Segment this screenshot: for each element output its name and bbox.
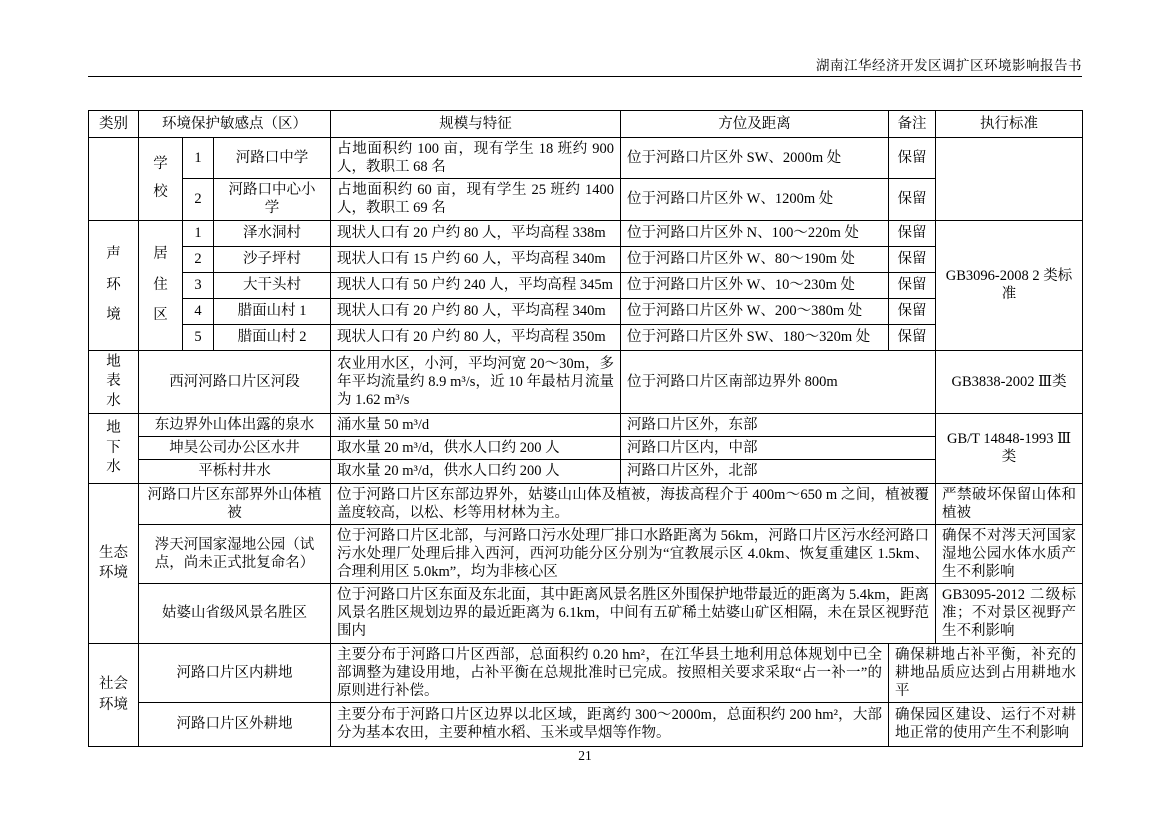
cell-name: 平栎村井水: [139, 460, 331, 483]
category-label-noise: 声环境: [106, 246, 121, 324]
cell-standard-surface-water: GB3838-2002 Ⅲ类: [936, 350, 1083, 414]
col-header-standard: 执行标准: [936, 111, 1083, 138]
category-label-ecology: 生态环境: [99, 544, 128, 582]
table-row: [89, 524, 1083, 583]
cell-location: 位于河路口片区外 W、1200m 处: [621, 179, 889, 220]
table-row: [89, 702, 1083, 746]
cell-name: 腊面山村 1: [214, 298, 331, 324]
cell-name: 大干头村: [214, 272, 331, 298]
table-row: [89, 220, 1083, 246]
col-header-scale: 规模与特征: [331, 111, 621, 138]
cell-scale: 占地面积约 60 亩，现有学生 25 班约 1400 人，教职工 69 名: [331, 179, 621, 220]
cell-name: 河路口片区东部界外山体植被: [139, 483, 331, 524]
cell-location: 位于河路口片区外 SW、180～320m 处: [621, 324, 889, 350]
cell-remark: 保留: [889, 298, 936, 324]
cell-location: 位于河路口片区外 W、200～380m 处: [621, 298, 889, 324]
group-label-residential: 居住区: [153, 246, 168, 324]
group-cell-residential: [139, 220, 183, 350]
cell-name: 河路口中心小学: [214, 179, 331, 220]
category-cell-groundwater: [89, 414, 139, 483]
cell-name: 腊面山村 2: [214, 324, 331, 350]
cell-requirement: 严禁破坏保留山体和植被: [936, 483, 1083, 524]
cell-location: 位于河路口片区外 SW、2000m 处: [621, 138, 889, 179]
cell-remark: 保留: [889, 138, 936, 179]
cell-name: 河路口中学: [214, 138, 331, 179]
cell-location: 河路口片区外，东部: [621, 414, 936, 437]
cell-description: 位于河路口片区东面及东北面，其中距离风景名胜区外围保护地带最近的距离为 5.4km，距离风景名胜区规划边界的最近距离为 6.1km，中间有五矿稀土姑婆山矿区相隔，未在景区视野范围内: [331, 584, 936, 643]
table-row: [89, 460, 1083, 483]
table-row: [89, 298, 1083, 324]
cell-location: 河路口片区内，中部: [621, 437, 936, 460]
col-header-sensitive-point: 环境保护敏感点（区）: [139, 111, 331, 138]
group-cell-school: [139, 138, 183, 221]
cell-description: 位于河路口片区北部，与河路口污水处理厂排口水路距离为 56km，河路口片区污水经河路口污水处理厂处理后排入西河，西河功能分区分别为“宜教展示区 4.0km、恢复重建区 1.5km、合理利用区 5.0km”，均为非核心区: [331, 524, 936, 583]
cell-requirement: 确保耕地占补平衡，补充的耕地品质应达到占用耕地水平: [889, 643, 1083, 702]
cell-no: 2: [183, 179, 214, 220]
table-row: [89, 324, 1083, 350]
cell-name: 涔天河国家湿地公园（试点，尚未正式批复命名）: [139, 524, 331, 583]
table-row: [89, 138, 1083, 179]
cell-scale: 占地面积约 100 亩，现有学生 18 班约 900 人，教职工 68 名: [331, 138, 621, 179]
cell-name: 东边界外山体出露的泉水: [139, 414, 331, 437]
table-row: [89, 414, 1083, 437]
document-header-title: 湖南江华经济开发区调扩区环境影响报告书: [816, 58, 1082, 73]
cell-scale: 涌水量 50 m³/d: [331, 414, 621, 437]
cell-location: 河路口片区外，北部: [621, 460, 936, 483]
table-row: [89, 272, 1083, 298]
cell-description: 主要分布于河路口片区边界以北区域，距离约 300～2000m，总面积约 200 hm²，大部分为基本农田，主要种植水稻、玉米或旱烟等作物。: [331, 702, 889, 746]
col-header-remark: 备注: [889, 111, 936, 138]
cell-location: 位于河路口片区外 W、80～190m 处: [621, 246, 889, 272]
cell-no: 1: [183, 220, 214, 246]
cell-scale: 现状人口有 50 户约 240 人，平均高程 345m: [331, 272, 621, 298]
cell-requirement: 确保不对涔天河国家湿地公园水体水质产生不利影响: [936, 524, 1083, 583]
cell-no: 1: [183, 138, 214, 179]
category-cell-ecology: [89, 483, 139, 643]
table-row: [89, 437, 1083, 460]
cell-name: 姑婆山省级风景名胜区: [139, 584, 331, 643]
table-row: [89, 246, 1083, 272]
category-cell-social: [89, 643, 139, 746]
page-number: 21: [578, 748, 592, 763]
cell-scale: 取水量 20 m³/d，供水人口约 200 人: [331, 460, 621, 483]
cell-description: 位于河路口片区东部边界外，姑婆山山体及植被，海拔高程介于 400m～650 m 之间，植被覆盖度较高，以松、杉等用材林为主。: [331, 483, 936, 524]
category-cell-noise: [89, 220, 139, 350]
sensitive-points-table: [88, 110, 1083, 747]
cell-location: 位于河路口片区外 N、100～220m 处: [621, 220, 889, 246]
cell-location: 位于河路口片区外 W、10～230m 处: [621, 272, 889, 298]
category-cell-surface-water: [89, 350, 139, 414]
cell-scale: 现状人口有 15 户约 60 人，平均高程 340m: [331, 246, 621, 272]
table-row: [89, 350, 1083, 414]
category-cell-school: [89, 138, 139, 221]
cell-scale: 现状人口有 20 户约 80 人，平均高程 340m: [331, 298, 621, 324]
cell-location: 位于河路口片区南部边界外 800m: [621, 350, 936, 414]
cell-remark: 保留: [889, 272, 936, 298]
cell-scale: 农业用水区，小河，平均河宽 20～30m，多年平均流量约 8.9 m³/s，近 10 年最枯月流量为 1.62 m³/s: [331, 350, 621, 414]
cell-name: 西河河路口片区河段: [139, 350, 331, 414]
category-label-groundwater: 地下水: [106, 420, 121, 476]
category-label-social: 社会环境: [99, 676, 128, 713]
cell-name: 泽水洞村: [214, 220, 331, 246]
cell-standard-school: [936, 138, 1083, 221]
col-header-category: 类别: [89, 111, 139, 138]
col-header-direction-distance: 方位及距离: [621, 111, 889, 138]
cell-remark: 保留: [889, 179, 936, 220]
cell-name: 坤昊公司办公区水井: [139, 437, 331, 460]
category-label-surface-water: 地表水: [106, 353, 121, 409]
cell-standard-groundwater: GB/T 14848-1993 Ⅲ 类: [936, 414, 1083, 483]
cell-scale: 现状人口有 20 户约 80 人，平均高程 350m: [331, 324, 621, 350]
cell-scale: 现状人口有 20 户约 80 人，平均高程 338m: [331, 220, 621, 246]
table-header-row: [89, 111, 1083, 138]
table-row: [89, 643, 1083, 702]
cell-remark: 保留: [889, 246, 936, 272]
cell-name: 沙子坪村: [214, 246, 331, 272]
cell-no: 3: [183, 272, 214, 298]
cell-requirement: GB3095-2012 二级标准；不对景区视野产生不利影响: [936, 584, 1083, 643]
cell-standard-noise: GB3096-2008 2 类标准: [936, 220, 1083, 350]
header-divider-line: [88, 76, 1082, 77]
cell-no: 2: [183, 246, 214, 272]
cell-scale: 取水量 20 m³/d，供水人口约 200 人: [331, 437, 621, 460]
cell-no: 4: [183, 298, 214, 324]
table-row: [89, 584, 1083, 643]
cell-requirement: 确保园区建设、运行不对耕地正常的使用产生不利影响: [889, 702, 1083, 746]
cell-description: 主要分布于河路口片区西部，总面积约 0.20 hm²，在江华县土地利用总体规划中已全部调整为建设用地，占补平衡在总规批准时已完成。按照相关要求采取“占一补一”的原则进行补偿。: [331, 643, 889, 702]
cell-remark: 保留: [889, 324, 936, 350]
group-label-school: 学校: [153, 156, 168, 200]
cell-name: 河路口片区外耕地: [139, 702, 331, 746]
cell-no: 5: [183, 324, 214, 350]
table-row: [89, 179, 1083, 220]
table-row: [89, 483, 1083, 524]
cell-remark: 保留: [889, 220, 936, 246]
cell-name: 河路口片区内耕地: [139, 643, 331, 702]
